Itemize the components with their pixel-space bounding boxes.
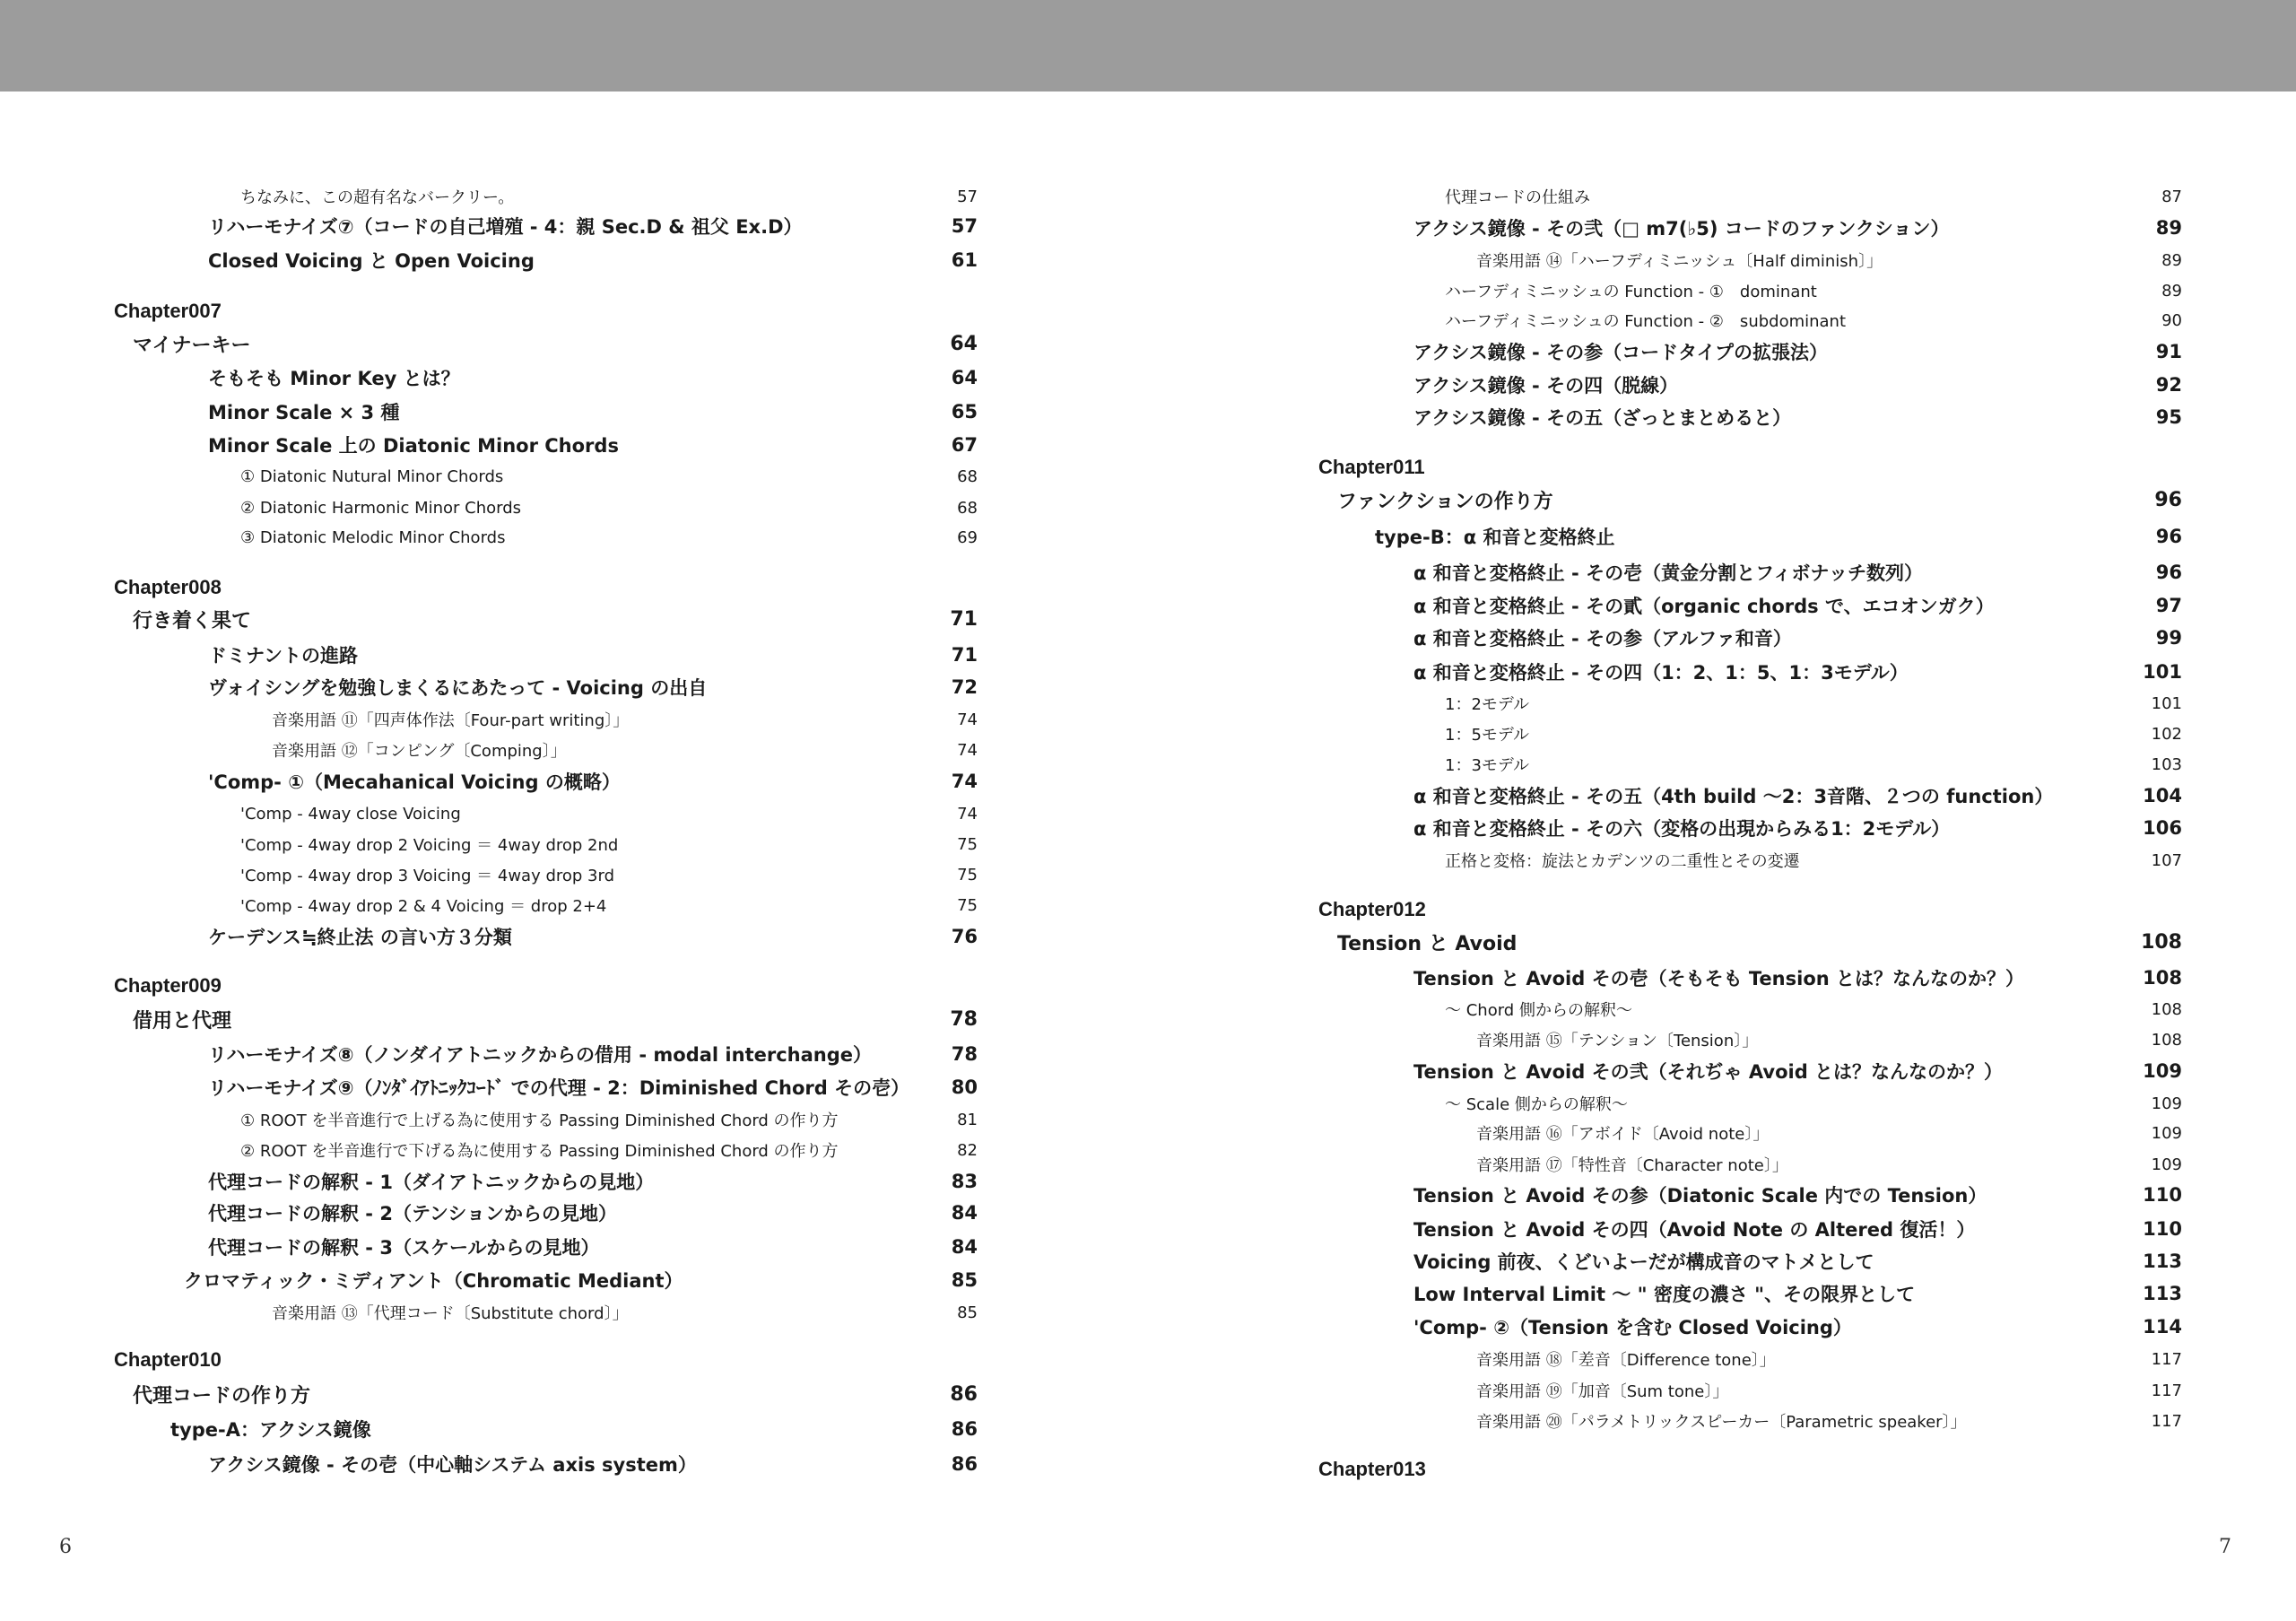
top-gray-band — [0, 0, 2296, 92]
toc-entry-page: 108 — [2151, 1030, 2182, 1050]
toc-entry-title: 代理コードの仕組み — [1445, 188, 1590, 207]
toc-entry-title: 1：3モデル — [1445, 756, 1530, 775]
toc-entry — [208, 1230, 978, 1264]
toc-entry — [208, 1447, 978, 1481]
toc-entry-page: 85 — [951, 1269, 978, 1291]
toc-entry-title: ハーフディミニッシュの Function - ② subdominant — [1445, 312, 1847, 331]
toc-entry-title: ちなみに、この超有名なバークリー。 — [240, 188, 515, 207]
toc-entry-page: 89 — [2161, 281, 2182, 301]
toc-entry — [1413, 400, 2182, 434]
toc-entry-title: リハーモナイズ⑨（ﾉﾝﾀﾞｲｱﾄﾆｯｸｺｰﾄﾞ での代理 - 2：Diminished Chord その壱） — [208, 1077, 910, 1099]
toc-entry — [208, 670, 978, 704]
toc-entry-page: 68 — [957, 498, 978, 518]
toc-entry — [1413, 779, 2182, 813]
toc-entry-page: 103 — [2151, 754, 2182, 774]
toc-entry-page: 108 — [2151, 999, 2182, 1019]
toc-entry-page: 86 — [951, 1418, 978, 1440]
toc-entry-title: 音楽用語 ⑳「パラメトリックスピーカー〔Parametric speaker〕」 — [1476, 1413, 1967, 1432]
toc-entry-title: Tension と Avoid その参（Diatonic Scale 内での Tension） — [1413, 1185, 1987, 1207]
toc-entry-page: 74 — [957, 804, 978, 824]
toc-entry-title: Chapter008 — [114, 576, 222, 598]
toc-entry — [1375, 519, 2182, 553]
toc-entry-page: 84 — [951, 1202, 978, 1224]
toc-entry-page: 67 — [951, 434, 978, 456]
toc-entry — [133, 1377, 978, 1411]
toc-entry-title: 音楽用語 ⑬「代理コード〔Substitute chord〕」 — [272, 1304, 629, 1323]
toc-entry-title: 音楽用語 ⑭「ハーフディミニッシュ〔Half diminish〕」 — [1476, 252, 1883, 271]
toc-entry-page: 101 — [2143, 661, 2182, 683]
toc-entry — [1413, 211, 2182, 245]
toc-entry — [1445, 992, 2182, 1026]
toc-entry-page: 65 — [951, 401, 978, 423]
toc-entry-title: α 和音と変格終止 - その壱（黄金分割とフィボナッチ数列） — [1413, 562, 1923, 584]
toc-entry — [240, 459, 978, 493]
toc-entry — [1476, 1373, 2182, 1407]
toc-entry — [1476, 1023, 2182, 1057]
toc-entry-title: ～ Scale 側からの解釈～ — [1445, 1095, 1628, 1114]
toc-entry-page: 82 — [957, 1140, 978, 1160]
toc-entry-page: 87 — [2161, 187, 2182, 206]
toc-entry-page: 117 — [2151, 1411, 2182, 1431]
toc-entry — [1413, 1310, 2182, 1344]
toc-entry-page: 74 — [957, 740, 978, 760]
toc-entry — [1476, 1147, 2182, 1181]
toc-entry-title: Chapter009 — [114, 974, 222, 997]
toc-entry-title: クロマティック・ミディアント（Chromatic Mediant） — [184, 1270, 683, 1292]
toc-entry — [208, 638, 978, 672]
toc-entry — [1413, 1178, 2182, 1212]
toc-entry-title: ドミナントの進路 — [208, 645, 358, 667]
toc-entry-title: リハーモナイズ⑧（ノンダイアトニックからの借用 - modal interchange） — [208, 1044, 872, 1066]
toc-entry-title: type-B：α 和音と変格終止 — [1375, 527, 1615, 548]
toc-entry-title: ① Diatonic Nutural Minor Chords — [240, 466, 504, 486]
toc-entry-title: 1：2モデル — [1445, 695, 1530, 714]
toc-entry — [1413, 368, 2182, 402]
toc-entry-title: ① ROOT を半音進行で上げる為に使用する Passing Diminished Chord の作り方 — [240, 1111, 839, 1130]
toc-entry-title: 行き着く果て — [133, 609, 252, 632]
page-number-right: 7 — [2219, 1536, 2231, 1558]
toc-entry-title: Chapter011 — [1318, 456, 1425, 478]
toc-entry — [1445, 747, 2182, 781]
toc-entry — [272, 702, 978, 736]
toc-entry-title: 音楽用語 ⑰「特性音〔Character note〕」 — [1476, 1156, 1788, 1175]
toc-entry-title: ～ Chord 側からの解釈～ — [1445, 1001, 1632, 1020]
toc-entry-page: 86 — [950, 1382, 978, 1406]
toc-entry-title: マイナーキー — [133, 334, 251, 357]
toc-entry-title: 1：5モデル — [1445, 726, 1530, 745]
toc-entry-page: 75 — [957, 834, 978, 854]
toc-entry-title: α 和音と変格終止 - その五（4th build ～2：3音階、２つの function） — [1413, 786, 2054, 807]
toc-entry — [1337, 483, 2182, 517]
toc-entry — [1413, 335, 2182, 369]
toc-entry — [208, 1164, 978, 1198]
toc-entry-page: 84 — [951, 1236, 978, 1258]
toc-entry — [240, 797, 978, 831]
chapter-heading — [1318, 450, 2182, 484]
toc-entry — [240, 888, 978, 922]
chapter-heading — [114, 571, 978, 605]
toc-entry-title: 'Comp- ②（Tension を含む Closed Voicing） — [1413, 1317, 1852, 1338]
toc-entry — [1413, 555, 2182, 589]
toc-entry-page: 81 — [957, 1110, 978, 1129]
toc-entry-title: Chapter013 — [1318, 1458, 1426, 1480]
toc-entry — [133, 1002, 978, 1036]
toc-entry-page: 109 — [2151, 1123, 2182, 1143]
toc-entry-page: 64 — [951, 367, 978, 388]
toc-entry-page: 83 — [951, 1171, 978, 1192]
toc-entry-page: 71 — [950, 607, 978, 631]
toc-entry-title: Tension と Avoid その壱（そもそも Tension とは？なんなのか？） — [1413, 968, 2025, 989]
toc-entry — [208, 243, 978, 277]
toc-entry — [1413, 621, 2182, 655]
toc-entry — [208, 1196, 978, 1230]
toc-entry-title: 代理コードの作り方 — [133, 1384, 311, 1407]
toc-entry-title: 音楽用語 ⑫「コンピング〔Comping〕」 — [272, 742, 567, 761]
toc-entry-title: アクシス鏡像 - その参（コードタイプの拡張法） — [1413, 342, 1829, 363]
toc-entry-page: 86 — [951, 1453, 978, 1475]
toc-entry-title: アクシス鏡像 - その弐（□ m7(♭5) コードのファンクション） — [1413, 218, 1950, 240]
toc-entry-title: ② ROOT を半音進行で下げる為に使用する Passing Diminished Chord の作り方 — [240, 1142, 839, 1161]
toc-entry-page: 113 — [2143, 1283, 2182, 1304]
toc-entry-title: ③ Diatonic Melodic Minor Chords — [240, 527, 506, 547]
toc-entry — [1413, 1054, 2182, 1088]
toc-entry-title: ② Diatonic Harmonic Minor Chords — [240, 498, 522, 518]
toc-entry-title: そもそも Minor Key とは？ — [208, 368, 460, 389]
toc-entry-page: 101 — [2151, 693, 2182, 713]
toc-entry-page: 97 — [2155, 595, 2182, 616]
toc-entry-page: 61 — [951, 249, 978, 271]
toc-entry-title: 音楽用語 ⑮「テンション〔Tension〕」 — [1476, 1032, 1759, 1050]
toc-entry-title: アクシス鏡像 - その五（ざっとまとめると） — [1413, 407, 1792, 429]
chapter-heading — [114, 969, 978, 1003]
toc-entry — [1413, 1212, 2182, 1246]
toc-entry-page: 72 — [951, 676, 978, 698]
toc-entry — [1445, 686, 2182, 720]
toc-entry-page: 71 — [951, 644, 978, 666]
toc-entry — [1413, 588, 2182, 623]
toc-entry-title: 代理コードの解釈 - 3（スケールからの見地） — [208, 1237, 600, 1259]
toc-entry-title: Chapter007 — [114, 300, 222, 322]
toc-entry — [1413, 1244, 2182, 1278]
toc-entry — [208, 361, 978, 395]
toc-entry-title: ハーフディミニッシュの Function - ① dominant — [1445, 283, 1817, 301]
toc-entry — [1413, 811, 2182, 845]
toc-entry-page: 64 — [950, 332, 978, 355]
toc-entry-page: 89 — [2155, 217, 2182, 239]
toc-entry — [1445, 717, 2182, 751]
toc-entry-page: 96 — [2155, 562, 2182, 583]
toc-entry-page: 68 — [957, 466, 978, 486]
toc-entry-page: 57 — [951, 215, 978, 237]
toc-entry-title: Chapter012 — [1318, 898, 1426, 920]
toc-entry-title: 'Comp - 4way drop 2 Voicing ＝ 4way drop 2nd — [240, 836, 619, 855]
toc-entry — [240, 520, 978, 554]
toc-entry — [1476, 1404, 2182, 1438]
toc-entry — [208, 919, 978, 954]
toc-entry-title: α 和音と変格終止 - その貳（organic chords で、エコオンガク） — [1413, 596, 1995, 617]
toc-entry — [1476, 1342, 2182, 1376]
toc-entry-page: 85 — [957, 1303, 978, 1322]
toc-entry-page: 107 — [2151, 850, 2182, 870]
toc-entry-page: 114 — [2143, 1316, 2182, 1338]
toc-entry-title: 代理コードの解釈 - 2（テンションからの見地） — [208, 1203, 617, 1224]
toc-entry-title: 'Comp - 4way drop 3 Voicing ＝ 4way drop 3rd — [240, 867, 615, 885]
toc-entry — [208, 1037, 978, 1071]
toc-entry-title: 音楽用語 ⑲「加音〔Sum tone〕」 — [1476, 1382, 1729, 1401]
toc-entry-title: 音楽用語 ⑯「アボイド〔Avoid note〕」 — [1476, 1125, 1770, 1144]
chapter-heading — [1318, 893, 2182, 927]
toc-entry — [1476, 243, 2182, 277]
toc-entry-page: 117 — [2151, 1381, 2182, 1400]
toc-entry-title: 'Comp- ①（Mecahanical Voicing の概略） — [208, 771, 621, 793]
toc-entry-title: Voicing 前夜、くどいよーだが構成音のマトメとして — [1413, 1251, 1874, 1273]
toc-entry-title: α 和音と変格終止 - その六（変格の出現からみる1：2モデル） — [1413, 818, 1951, 840]
toc-entry-page: 75 — [957, 865, 978, 885]
toc-entry — [1476, 1116, 2182, 1150]
toc-entry-page: 99 — [2155, 627, 2182, 649]
toc-entry-title: α 和音と変格終止 - その参（アルファ和音） — [1413, 628, 1792, 649]
page-number-left: 6 — [59, 1536, 72, 1558]
toc-entry-page: 89 — [2161, 250, 2182, 270]
toc-entry-page: 74 — [957, 710, 978, 729]
toc-entry-title: type-A：アクシス鏡像 — [170, 1419, 371, 1441]
toc-entry-page: 78 — [951, 1043, 978, 1065]
toc-entry-title: Tension と Avoid その四（Avoid Note の Altered 復活！） — [1413, 1219, 1976, 1241]
toc-entry-page: 104 — [2143, 785, 2182, 806]
toc-entry — [1445, 843, 2182, 877]
chapter-heading — [114, 1343, 978, 1377]
toc-entry-title: Minor Scale × 3 種 — [208, 402, 400, 423]
toc-entry — [184, 1263, 978, 1297]
toc-entry-page: 108 — [2143, 967, 2182, 989]
toc-entry-title: 'Comp - 4way close Voicing — [240, 804, 461, 824]
toc-entry-page: 106 — [2143, 817, 2182, 839]
toc-entry-title: Closed Voicing と Open Voicing — [208, 250, 535, 272]
toc-entry-page: 80 — [951, 1076, 978, 1098]
toc-entry-page: 76 — [951, 926, 978, 947]
toc-entry — [240, 1133, 978, 1167]
toc-entry-title: 音楽用語 ⑱「差音〔Difference tone〕」 — [1476, 1351, 1776, 1370]
toc-entry-title: Chapter010 — [114, 1348, 222, 1371]
toc-entry-page: 75 — [957, 895, 978, 915]
toc-entry — [170, 1412, 978, 1446]
toc-entry-page: 92 — [2155, 374, 2182, 396]
toc-entry-title: アクシス鏡像 - その壱（中心軸システム axis system） — [208, 1454, 697, 1476]
toc-entry — [1413, 655, 2182, 689]
toc-entry-page: 108 — [2141, 930, 2182, 954]
toc-entry — [208, 1070, 978, 1104]
toc-entry-page: 117 — [2151, 1349, 2182, 1369]
toc-entry-title: Minor Scale 上の Diatonic Minor Chords — [208, 435, 619, 457]
toc-entry-page: 102 — [2151, 724, 2182, 744]
toc-entry-page: 95 — [2155, 406, 2182, 428]
toc-entry-page: 109 — [2151, 1155, 2182, 1174]
toc-entry — [240, 827, 978, 861]
toc-entry — [1445, 179, 2182, 214]
toc-entry-page: 90 — [2161, 310, 2182, 330]
toc-entry-title: 代理コードの解釈 - 1（ダイアトニックからの見地） — [208, 1172, 655, 1193]
toc-entry-title: ヴォイシングを勉強しまくるにあたって - Voicing の出自 — [208, 677, 708, 699]
toc-entry — [133, 327, 978, 361]
toc-entry-page: 69 — [957, 527, 978, 547]
toc-entry — [1413, 1277, 2182, 1311]
toc-entry-page: 109 — [2151, 1094, 2182, 1113]
toc-entry-page: 113 — [2143, 1251, 2182, 1272]
toc-entry — [208, 764, 978, 798]
toc-entry-title: ケーデンス≒終止法 の言い方３分類 — [208, 927, 512, 948]
chapter-heading — [1318, 1452, 2182, 1486]
toc-entry — [208, 428, 978, 462]
toc-entry-title: 'Comp - 4way drop 2 & 4 Voicing ＝ drop 2+4 — [240, 897, 607, 916]
toc-entry-page: 91 — [2155, 341, 2182, 362]
toc-entry-title: Tension と Avoid その弐（それぢゃ Avoid とは？なんなのか？） — [1413, 1061, 2004, 1083]
toc-entry — [1445, 303, 2182, 337]
toc-entry — [208, 395, 978, 429]
toc-entry-title: リハーモナイズ⑦（コードの自己増殖 - 4：親 Sec.D & 祖父 Ex.D） — [208, 216, 803, 238]
toc-entry — [1413, 961, 2182, 995]
toc-entry-page: 74 — [951, 771, 978, 792]
toc-entry-title: アクシス鏡像 - その四（脱線） — [1413, 375, 1679, 397]
toc-entry — [272, 733, 978, 767]
toc-entry — [272, 1295, 978, 1329]
toc-entry — [133, 602, 978, 636]
toc-entry-page: 96 — [2154, 488, 2182, 511]
toc-entry-title: Tension と Avoid — [1337, 932, 1518, 955]
toc-entry — [208, 209, 978, 243]
toc-entry-page: 57 — [957, 187, 978, 206]
toc-entry-title: 正格と変格：旋法とカデンツの二重性とその変遷 — [1445, 852, 1800, 871]
toc-entry-page: 110 — [2143, 1184, 2182, 1206]
toc-entry-page: 110 — [2143, 1218, 2182, 1240]
toc-entry — [1337, 925, 2182, 959]
toc-entry — [240, 1102, 978, 1137]
toc-entry-page: 78 — [950, 1007, 978, 1031]
toc-entry — [240, 858, 978, 892]
toc-entry-title: 音楽用語 ⑪「四声体作法〔Four-part writing〕」 — [272, 711, 630, 730]
toc-entry-title: 借用と代理 — [133, 1009, 232, 1033]
toc-entry-page: 109 — [2143, 1060, 2182, 1082]
chapter-heading — [114, 294, 978, 328]
toc-entry-title: ファンクションの作り方 — [1337, 490, 1553, 513]
toc-entry-page: 96 — [2155, 526, 2182, 547]
toc-entry-title: Low Interval Limit ～ " 密度の濃さ "、その限界として — [1413, 1284, 1916, 1305]
toc-entry-title: α 和音と変格終止 - その四（1：2、1：5、1：3モデル） — [1413, 662, 1909, 684]
